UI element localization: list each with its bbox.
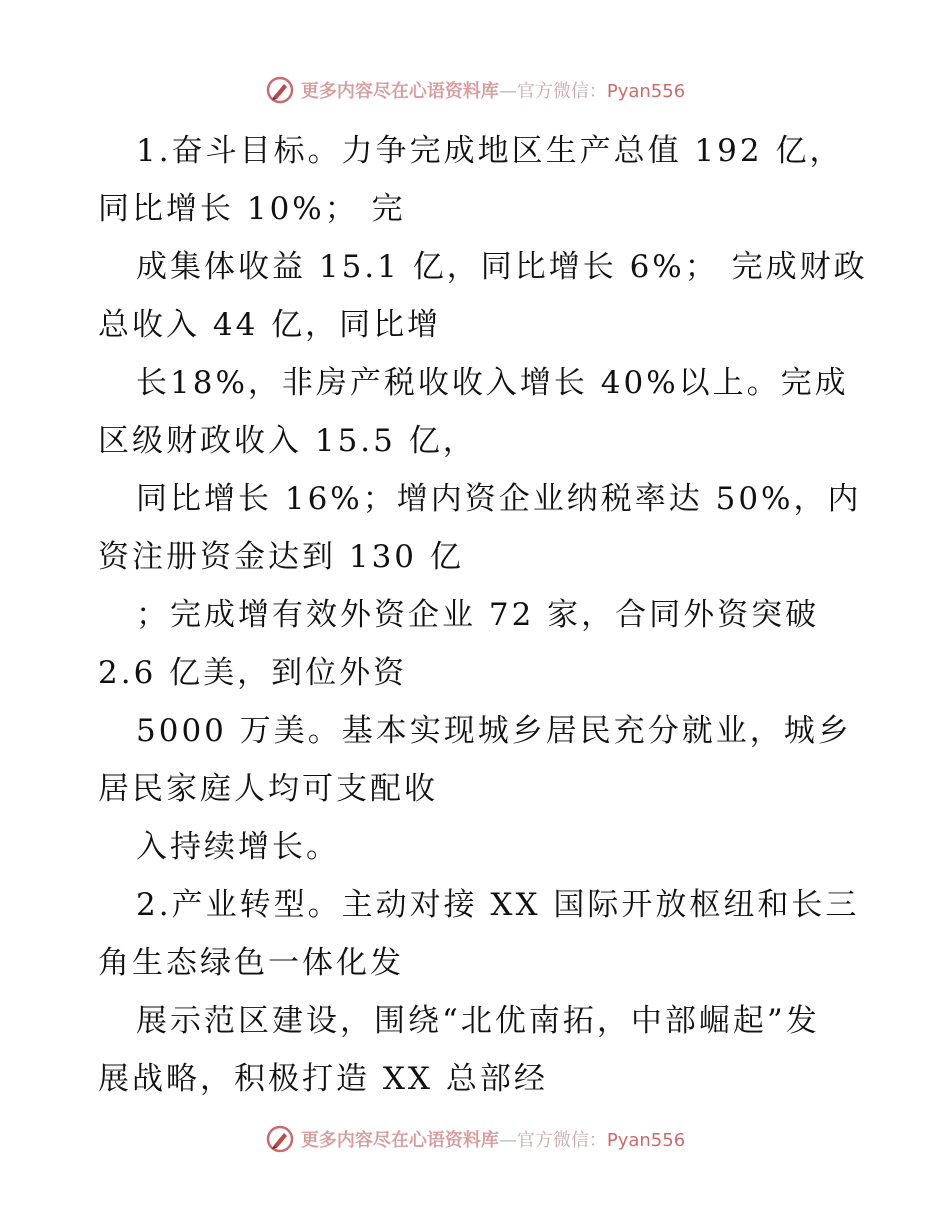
text-line: 展战略，积极打造 XX 总部经 [98, 1061, 548, 1097]
text-line: 2.6 亿美，到位外资 [98, 655, 408, 691]
text-line: 总收入 44 亿，同比增 [98, 307, 442, 343]
text-line: 长18%，非房产税收收入增长 40%以上。完成 [136, 365, 849, 401]
text-line: 5000 万美。基本实现城乡居民充分就业，城乡 [136, 713, 852, 749]
text-line: 资注册资金达到 130 亿 [98, 539, 464, 575]
text-line: 2.产业转型。主动对接 XX 国际开放枢纽和长三 [136, 887, 860, 923]
footer-watermark [0, 1121, 950, 1157]
text-line: 同比增长 16%；增内资企业纳税率达 50%，内 [136, 481, 862, 517]
text-line: 区级财政收入 15.5 亿， [98, 423, 477, 459]
header-watermark [0, 72, 950, 108]
pen-logo-icon [265, 75, 295, 105]
watermark-separator: — [498, 1130, 517, 1151]
text-line: 入持续增长。 [136, 829, 340, 865]
watermark-wechat-id: Pyan556 [606, 81, 686, 102]
text-line: 1.奋斗目标。力争完成地区生产总值 192 亿， [136, 133, 844, 169]
watermark-separator: — [498, 81, 517, 102]
watermark-label: 官方微信： [516, 1130, 607, 1151]
text-line: 居民家庭人均可支配收 [98, 771, 438, 807]
watermark-label: 官方微信： [516, 81, 607, 102]
text-line: 成集体收益 15.1 亿，同比增长 6%； 完成财政 [136, 249, 868, 285]
text-line: 角生态绿色一体化发 [98, 945, 404, 981]
text-line: ；完成增有效外资企业 72 家，合同外资突破 [136, 597, 820, 633]
watermark-brand: 更多内容尽在心语资料库 [300, 1130, 499, 1151]
text-line: 展示范区建设，围绕“北优南拓，中部崛起”发 [136, 1003, 820, 1039]
pen-logo-icon [265, 1124, 295, 1154]
text-line: 同比增长 10%； 完 [98, 191, 406, 227]
watermark-wechat-id: Pyan556 [606, 1130, 686, 1151]
watermark-brand: 更多内容尽在心语资料库 [300, 81, 499, 102]
